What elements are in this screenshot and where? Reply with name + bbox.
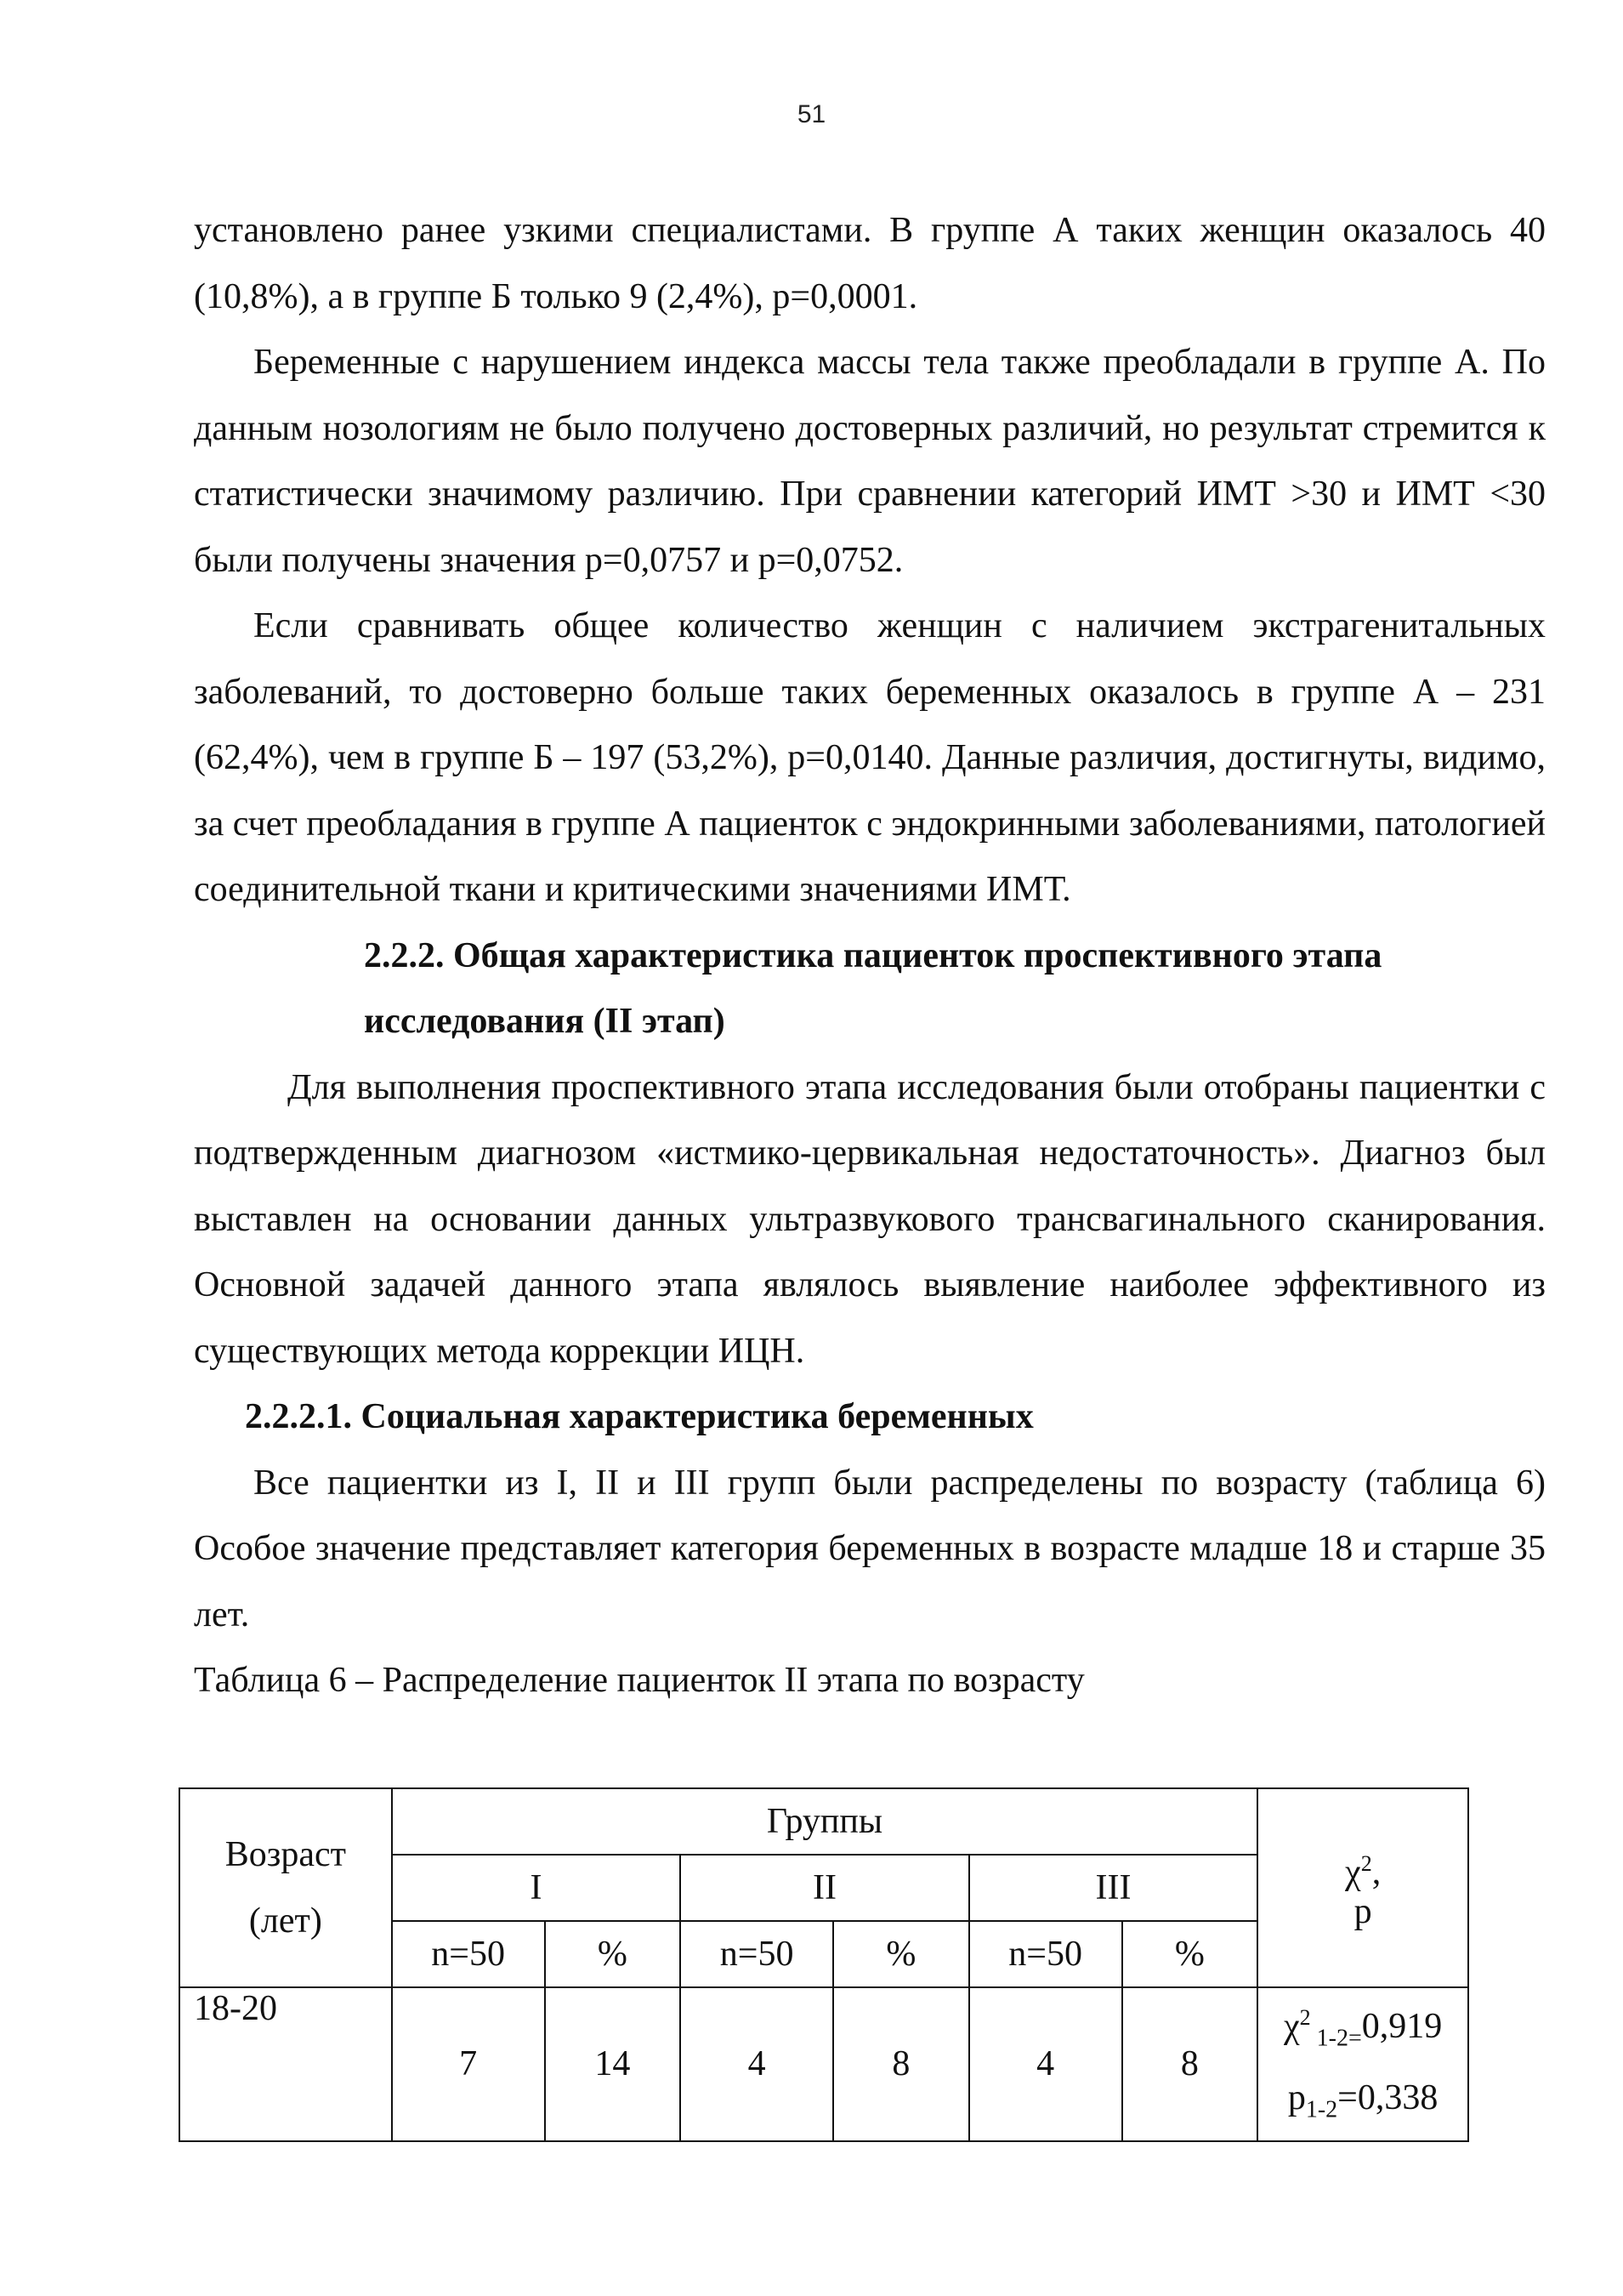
value-cell: 8 xyxy=(1122,1987,1258,2141)
p-header: p xyxy=(1353,1892,1372,1931)
chi-comma: , xyxy=(1371,1853,1382,1892)
value-cell: 4 xyxy=(969,1987,1122,2141)
age-header xyxy=(179,1788,392,1987)
age-cell: 18-20 xyxy=(179,1987,392,2141)
chi-sub: 1-2= xyxy=(1310,2025,1362,2052)
subheader-pct-i: % xyxy=(545,1921,681,1987)
section-heading-line-1: 2.2.2. Общая характеристика пациенток проспективного этапа xyxy=(364,935,1382,975)
table-row xyxy=(179,1987,1468,2141)
subheader-pct-ii: % xyxy=(833,1921,969,1987)
age-distribution-table xyxy=(179,1787,1469,2142)
chi-sup: 2 xyxy=(1299,2005,1311,2030)
groups-header: Группы xyxy=(392,1788,1257,1855)
body-text xyxy=(194,198,1546,1714)
chi-symbol: χ xyxy=(1345,1853,1361,1892)
value-cell: 4 xyxy=(680,1987,833,2141)
value-cell: 7 xyxy=(392,1987,545,2141)
chi-value: 0,919 xyxy=(1361,2007,1443,2046)
chi-square-header xyxy=(1257,1788,1468,1987)
section-heading-line-2: исследования (II этап) xyxy=(364,1002,725,1041)
p-value: =0,338 xyxy=(1337,2078,1439,2118)
value-cell: 14 xyxy=(545,1987,681,2141)
paragraph-4: Для выполнения проспективного этапа исследования были отобраны пациентки с подтвержденным диагнозом «истмико-цервикальная недостаточность». Диагноз был выставлен на основании данных ультразвукового трансвагинального сканирования. Основной задачей данного этапа являлось выявление наиболее эффективного из существующих метода коррекции ИЦН. xyxy=(194,1067,1546,1371)
chi-square-cell xyxy=(1257,1987,1468,2141)
chi-sup: 2 xyxy=(1360,1851,1372,1876)
subheader-pct-iii: % xyxy=(1122,1921,1258,1987)
p-sub: 1-2 xyxy=(1305,2096,1338,2123)
page-number: 51 xyxy=(797,100,826,128)
group-ii-header: II xyxy=(680,1855,968,1921)
paragraph-2: Беременные с нарушением индекса массы тела также преобладали в группе А. По данным нозологиям не было получено достоверных различий, но результат стремится к статистически значимому различию. При сравнении категорий ИМТ >30 и ИМТ <30 были получены значения p=0,0757 и p=0,0752. xyxy=(194,343,1546,580)
subsection-heading: 2.2.2.1. Социальная характеристика беременных xyxy=(245,1397,1034,1436)
subheader-n-i: n=50 xyxy=(392,1921,545,1987)
paragraph-3: Если сравнивать общее количество женщин с наличием экстрагенитальных заболеваний, то достоверно больше таких беременных оказалось в группе А – 231 (62,4%), чем в группе Б – 197 (53,2%), p=0,0140. Данные различия, достигнуты, видимо, за счет преобладания в группе А пациенток с эндокринными заболеваниями, патологией соединительной ткани и критическими значениями ИМТ. xyxy=(194,606,1546,909)
paragraph-5: Все пациентки из I, II и III групп были распределены по возрасту (таблица 6) Особое значение представляет категория беременных в возрасте младше 18 и старше 35 лет. xyxy=(194,1463,1546,1634)
value-cell: 8 xyxy=(833,1987,969,2141)
subheader-n-iii: n=50 xyxy=(969,1921,1122,1987)
age-header-line-1: Возраст xyxy=(224,1835,346,1874)
chi-symbol: χ xyxy=(1283,2007,1300,2046)
paragraph-1: установлено ранее узкими специалистами. В группе А таких женщин оказалось 40 (10,8%), а в группе Б только 9 (2,4%), p=0,0001. xyxy=(194,211,1546,316)
age-header-line-2: (лет) xyxy=(248,1901,322,1941)
subheader-n-ii: n=50 xyxy=(680,1921,833,1987)
table-caption: Таблица 6 – Распределение пациенток II этапа по возрасту xyxy=(194,1661,1085,1700)
group-iii-header: III xyxy=(969,1855,1257,1921)
group-i-header: I xyxy=(392,1855,681,1921)
p-symbol: p xyxy=(1287,2078,1306,2118)
